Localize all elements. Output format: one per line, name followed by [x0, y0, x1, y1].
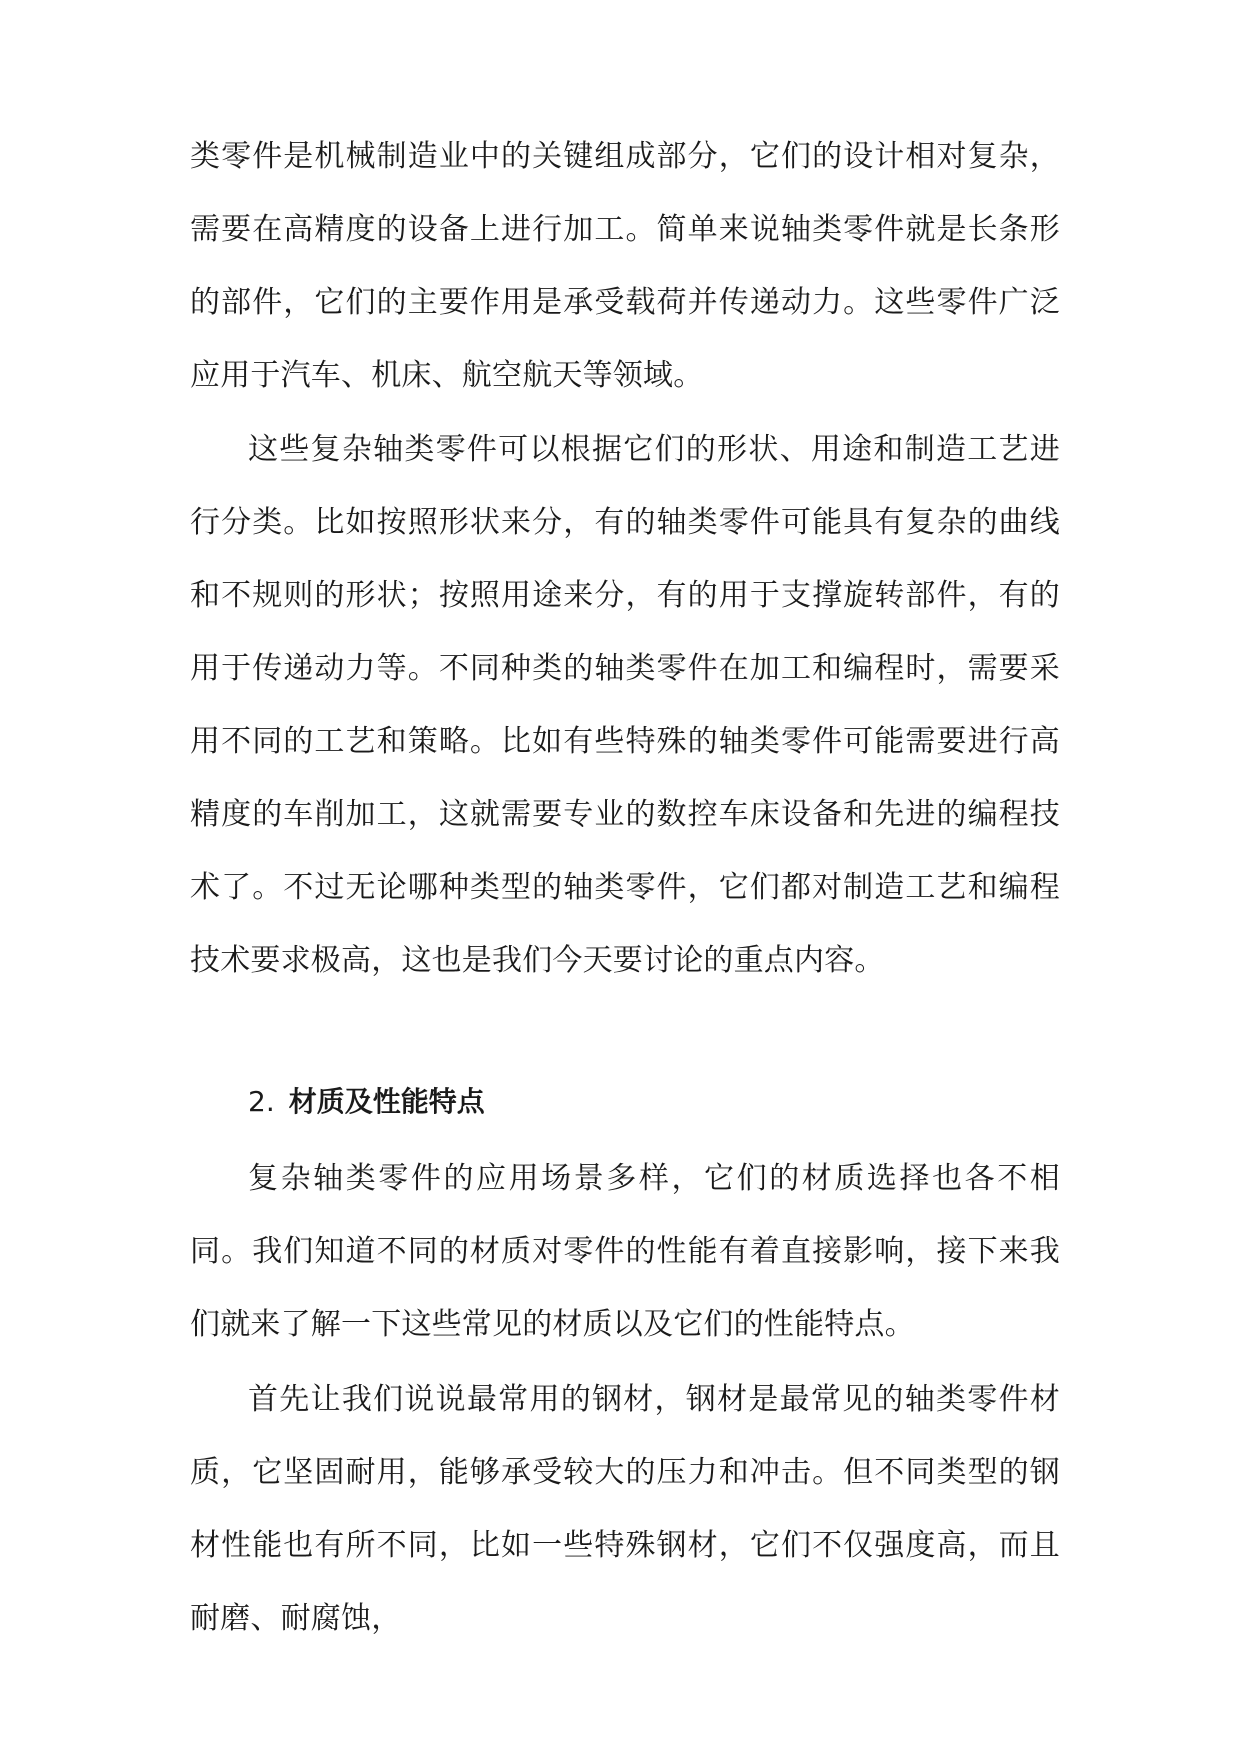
section-title: 材质及性能特点 [288, 1085, 485, 1118]
paragraph-shaft-parts-classification: 这些复杂轴类零件可以根据它们的形状、用途和制造工艺进行分类。比如按照形状来分，有的轴类零件可能具有复杂的曲线和不规则的形状；按照用途来分，有的用于支撑旋转部件，有的用于传递动力等。不同种类的轴类零件在加工和编程时，需要采用不同的工艺和策略。比如有些特殊的轴类零件可能需要进行高精度的车削加工，这就需要专业的数控车床设备和先进的编程技术了。不过无论哪种类型的轴类零件，它们都对制造工艺和编程技术要求极高，这也是我们今天要讨论的重点内容。 [190, 432, 1060, 978]
paragraph-materials-intro: 复杂轴类零件的应用场景多样，它们的材质选择也各不相同。我们知道不同的材质对零件的性能有着直接影响，接下来我们就来了解一下这些常见的材质以及它们的性能特点。 [190, 1161, 1060, 1342]
paragraph-steel-materials: 首先让我们说说最常用的钢材，钢材是最常见的轴类零件材质，它坚固耐用，能够承受较大的压力和冲击。但不同类型的钢材性能也有所不同，比如一些特殊钢材，它们不仅强度高，而且耐磨、耐腐蚀， [190, 1382, 1060, 1636]
section-heading [248, 1082, 485, 1122]
section-number: 2. [248, 1085, 275, 1118]
paragraph-shaft-parts-intro: 类零件是机械制造业中的关键组成部分，它们的设计相对复杂，需要在高精度的设备上进行加工。简单来说轴类零件就是长条形的部件，它们的主要作用是承受载荷并传递动力。这些零件广泛应用于汽车、机床、航空航天等领域。 [190, 139, 1060, 393]
